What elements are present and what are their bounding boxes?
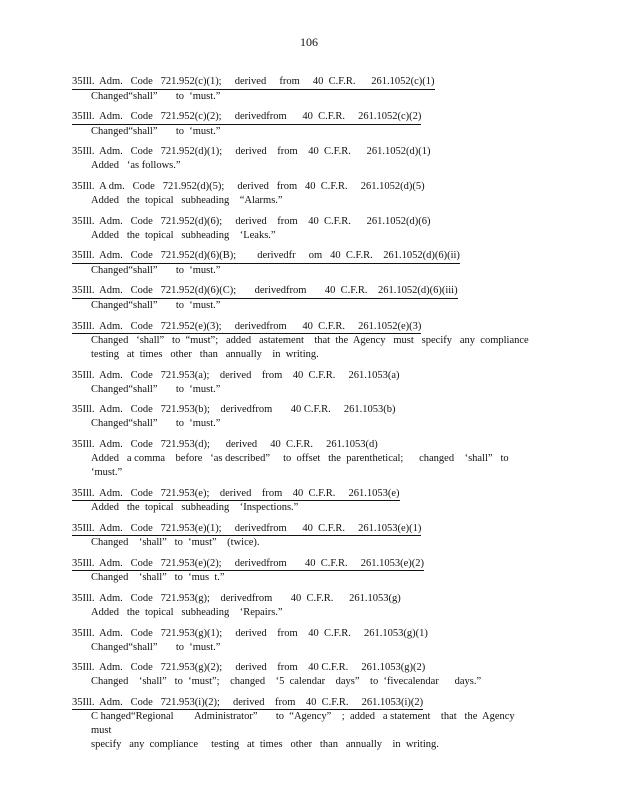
note-entry-d6: [72, 211, 542, 243]
amendment-notes-list: [72, 71, 542, 755]
note-text: C hanged“Regional Administrator” to “Agency” ; added a statement that the Agency must specify any compliance testing at times other than annually in writing.: [91, 711, 515, 751]
note-text: Added ‘as follows.”: [91, 160, 181, 172]
note-text: Changed ‘shall” to “must”; added astatement that the Agency must specify any compliance testing at times other than annually in writing.: [91, 335, 529, 361]
note-entry-d5: [72, 176, 542, 208]
note-entry-953b: [72, 399, 542, 431]
citation: 35Ill. Adm. Code 721.952(c)(2); derivedfrom 40 C.F.R. 261.1052(c)(2): [72, 111, 421, 125]
note-entry-953e2: [72, 553, 542, 586]
citation: 35Ill. Adm. Code 721.953(g)(2); derived from 40 C.F.R. 261.1053(g)(2): [72, 662, 426, 674]
note-text: Added the topical subheading ‘Repairs.”: [91, 607, 283, 619]
citation: 35Ill. Adm. Code 721.952(d)(6)(B); derivedfr om 40 C.F.R. 261.1052(d)(6)(ii): [72, 250, 460, 264]
note-text: Changed“shall” to ‘must.”: [91, 641, 221, 653]
note-entry-d6b: [72, 245, 542, 278]
note-entry-953e: [72, 483, 542, 516]
citation: 35Ill. Adm. Code 721.952(c)(1); derived from 40 C.F.R. 261.1052(c)(1): [72, 76, 435, 90]
citation: 35Ill. Adm. Code 721.953(b); derivedfrom 40 C.F.R. 261.1053(b): [72, 404, 396, 416]
note-entry-953d: [72, 434, 542, 480]
note-entry-953g: [72, 588, 542, 620]
citation: 35Ill. Adm. Code 721.952(e)(3); derivedfrom 40 C.F.R. 261.1052(e)(3): [72, 321, 421, 335]
citation: 35Ill. Adm. Code 721.952(d)(6); derived from 40 C.F.R. 261.1052(d)(6): [72, 215, 431, 227]
note-text: Changed ‘shall” to ‘must”; changed ‘5 calendar days” to ‘fivecalendar days.”: [91, 676, 482, 688]
note-text: Changed“shall” to ‘must.”: [91, 299, 221, 311]
citation: 35Ill. Adm. Code 721.953(e)(1); derivedfrom 40 C.F.R. 261.1053(e)(1): [72, 523, 421, 537]
note-entry-c2: [72, 106, 542, 139]
note-entry-953g2: [72, 657, 542, 689]
citation: 35Ill. Adm. Code 721.953(a); derived from 40 C.F.R. 261.1053(a): [72, 369, 400, 381]
citation: 35Ill. Adm. Code 721.952(d)(1); derived from 40 C.F.R. 261.1052(d)(1): [72, 146, 431, 158]
note-entry-d6c: [72, 280, 542, 313]
note-text: Changed“shall” to ‘must.”: [91, 264, 221, 276]
citation: 35Ill. Adm. Code 721.953(g); derivedfrom 40 C.F.R. 261.1053(g): [72, 593, 401, 605]
citation: 35Ill. Adm. Code 721.952(d)(6)(C); derivedfrom 40 C.F.R. 261.1052(d)(6)(iii): [72, 285, 458, 299]
note-text: Changed“shall” to ‘must.”: [91, 125, 221, 137]
citation: 35Ill. Adm. Code 721.953(e)(2); derivedfrom 40 C.F.R. 261.1053(e)(2): [72, 558, 424, 572]
note-entry-953i2: [72, 692, 542, 753]
note-text: Changed ‘shall” to ‘must” (twice).: [91, 537, 260, 549]
note-text: Changed“shall” to ‘must.”: [91, 383, 221, 395]
citation: 35Ill. Adm. Code 721.953(g)(1); derived from 40 C.F.R. 261.1053(g)(1): [72, 627, 428, 639]
citation: 35Ill. Adm. Code 721.953(d); derived 40 C.F.R. 261.1053(d): [72, 438, 378, 450]
citation: 35Ill. A dm. Code 721.952(d)(5); derived from 40 C.F.R. 261.1052(d)(5): [72, 180, 425, 192]
note-text: Added a comma before ‘as described” to offset the parenthetical; changed ‘shall” to ‘must.”: [91, 452, 514, 478]
note-entry-953g1: [72, 623, 542, 655]
note-entry-953a: [72, 365, 542, 397]
note-text: Added the topical subheading ‘Inspections.”: [91, 502, 299, 514]
note-entry-953e1: [72, 518, 542, 551]
note-text: Changed“shall” to ‘must.”: [91, 90, 221, 102]
note-text: Added the topical subheading ‘Leaks.”: [91, 229, 276, 241]
note-entry-d1: [72, 141, 542, 173]
citation: 35Ill. Adm. Code 721.953(e); derived from 40 C.F.R. 261.1053(e): [72, 488, 400, 502]
note-entry-e3: [72, 316, 542, 363]
page-number: 106: [300, 35, 318, 49]
citation: 35Ill. Adm. Code 721.953(i)(2); derived from 40 C.F.R. 261.1053(i)(2): [72, 697, 423, 711]
note-entry-c1: [72, 71, 542, 104]
note-text: Added the topical subheading “Alarms.”: [91, 194, 283, 206]
note-text: Changed“shall” to ‘must.”: [91, 418, 221, 430]
note-text: Changed ‘shall” to ‘mus t.”: [91, 572, 225, 584]
